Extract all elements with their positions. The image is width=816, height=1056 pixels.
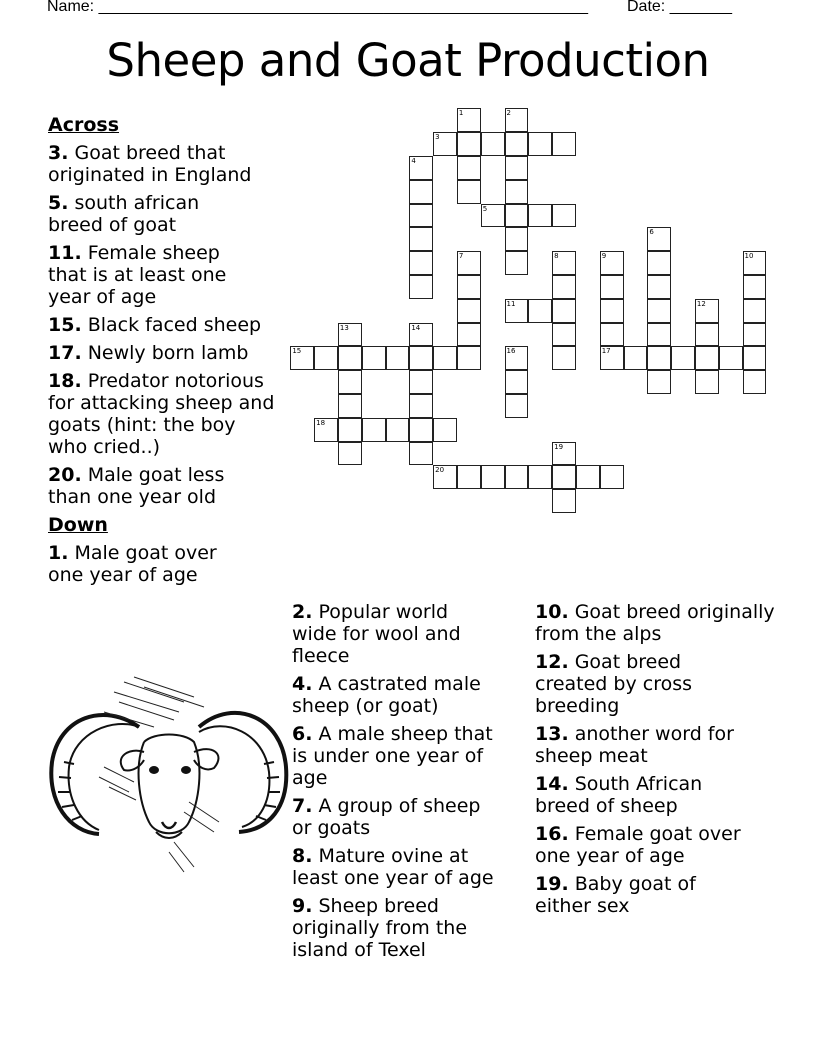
cell-number: 13 <box>339 323 349 332</box>
crossword-cell[interactable] <box>409 323 433 347</box>
crossword-cell[interactable] <box>409 156 433 180</box>
crossword-cell[interactable] <box>647 251 671 275</box>
crossword-cell[interactable] <box>362 418 386 442</box>
ram-head-icon <box>44 672 294 877</box>
crossword-cell[interactable] <box>552 275 576 299</box>
crossword-cell[interactable] <box>457 299 481 323</box>
crossword-cell[interactable] <box>457 275 481 299</box>
clue-down-2: 2. Popular world wide for wool and fleece <box>292 601 461 667</box>
clue-across-17: 17. Newly born lamb <box>48 342 249 364</box>
crossword-cell[interactable] <box>743 370 767 394</box>
crossword-cell[interactable] <box>505 108 529 132</box>
crossword-cell[interactable] <box>552 346 576 370</box>
crossword-cell[interactable] <box>409 180 433 204</box>
crossword-cell[interactable] <box>695 370 719 394</box>
clue-down-12: 12. Goat breed created by cross breeding <box>535 651 693 717</box>
down-heading: Down <box>48 514 108 536</box>
crossword-cell[interactable] <box>552 251 576 275</box>
crossword-cell[interactable] <box>552 442 576 466</box>
crossword-cell[interactable] <box>457 251 481 275</box>
date-field-label: Date: _______ <box>627 0 732 15</box>
crossword-cell[interactable] <box>505 132 529 156</box>
crossword-cell[interactable] <box>600 465 624 489</box>
crossword-cell[interactable] <box>457 465 481 489</box>
cell-number: 14 <box>411 323 421 332</box>
cell-number: 9 <box>601 252 607 261</box>
crossword-cell[interactable] <box>433 132 457 156</box>
cell-number: 8 <box>554 252 559 261</box>
clue-down-4: 4. A castrated male sheep (or goat) <box>292 673 481 717</box>
crossword-cell[interactable] <box>552 204 576 228</box>
crossword-cell[interactable] <box>338 442 362 466</box>
crossword-cell[interactable] <box>338 346 362 370</box>
crossword-cell[interactable] <box>409 442 433 466</box>
down-clues-col1 <box>292 601 507 967</box>
crossword-cell[interactable] <box>338 394 362 418</box>
cell-number: 2 <box>506 109 511 118</box>
crossword-cell[interactable] <box>552 489 576 513</box>
crossword-cell[interactable] <box>338 323 362 347</box>
crossword-cell[interactable] <box>338 370 362 394</box>
crossword-cell[interactable] <box>552 465 576 489</box>
crossword-cell[interactable] <box>743 323 767 347</box>
crossword-cell[interactable] <box>409 275 433 299</box>
crossword-cell[interactable] <box>600 323 624 347</box>
crossword-cell[interactable] <box>647 370 671 394</box>
crossword-cell[interactable] <box>457 156 481 180</box>
clue-down-6: 6. A male sheep that is under one year of age <box>292 723 493 789</box>
clue-across-3: 3. Goat breed that originated in England <box>48 142 252 186</box>
down-clues-col2 <box>535 601 775 923</box>
crossword-cell[interactable] <box>505 251 529 275</box>
crossword-cell[interactable] <box>505 370 529 394</box>
crossword-cell[interactable] <box>505 394 529 418</box>
crossword-cell[interactable] <box>433 465 457 489</box>
crossword-cell[interactable] <box>433 346 457 370</box>
crossword-cell[interactable] <box>552 323 576 347</box>
crossword-cell[interactable] <box>457 108 481 132</box>
cell-number: 19 <box>554 442 564 451</box>
cell-number: 18 <box>316 418 326 427</box>
clue-down-7: 7. A group of sheep or goats <box>292 795 481 839</box>
crossword-cell[interactable] <box>671 346 695 370</box>
cell-number: 1 <box>458 109 464 118</box>
crossword-cell[interactable] <box>457 323 481 347</box>
crossword-cell[interactable] <box>600 251 624 275</box>
clue-across-11: 11. Female sheep that is at least one year of age <box>48 242 227 308</box>
crossword-cell[interactable] <box>386 346 410 370</box>
crossword-cell[interactable] <box>505 180 529 204</box>
name-field-label: Name: _______________________________________________________ <box>47 0 588 15</box>
crossword-cell[interactable] <box>409 251 433 275</box>
crossword-cell[interactable] <box>528 132 552 156</box>
crossword-cell[interactable] <box>600 346 624 370</box>
crossword-cell[interactable] <box>314 346 338 370</box>
cell-number: 16 <box>506 347 516 356</box>
crossword-cell[interactable] <box>457 346 481 370</box>
crossword-cell[interactable] <box>528 299 552 323</box>
crossword-cell[interactable] <box>481 204 505 228</box>
crossword-cell[interactable] <box>647 227 671 251</box>
crossword-cell[interactable] <box>457 180 481 204</box>
crossword-cell[interactable] <box>457 132 481 156</box>
crossword-cell[interactable] <box>409 227 433 251</box>
crossword-cell[interactable] <box>600 275 624 299</box>
crossword-cell[interactable] <box>552 132 576 156</box>
cell-number: 11 <box>506 299 516 308</box>
cell-number: 12 <box>696 299 706 308</box>
crossword-cell[interactable] <box>624 346 648 370</box>
cell-number: 6 <box>649 228 654 237</box>
crossword-cell[interactable] <box>695 323 719 347</box>
cell-number: 3 <box>435 133 440 142</box>
crossword-cell[interactable] <box>362 346 386 370</box>
crossword-cell[interactable] <box>743 251 767 275</box>
crossword-cell[interactable] <box>695 299 719 323</box>
across-heading: Across <box>48 114 120 136</box>
cell-number: 5 <box>482 204 488 213</box>
clue-across-15: 15. Black faced sheep <box>48 314 262 336</box>
crossword-cell[interactable] <box>647 323 671 347</box>
cell-number: 17 <box>601 347 611 356</box>
crossword-cell[interactable] <box>409 346 433 370</box>
crossword-cell[interactable] <box>647 299 671 323</box>
crossword-cell[interactable] <box>600 299 624 323</box>
crossword-cell[interactable] <box>647 346 671 370</box>
crossword-cell[interactable] <box>528 204 552 228</box>
crossword-cell[interactable] <box>505 227 529 251</box>
crossword-cell[interactable] <box>743 346 767 370</box>
cell-number: 20 <box>435 466 445 475</box>
crossword-cell[interactable] <box>481 132 505 156</box>
crossword-cell[interactable] <box>386 418 410 442</box>
crossword-cell[interactable] <box>505 156 529 180</box>
crossword-cell[interactable] <box>505 465 529 489</box>
crossword-cell[interactable] <box>505 204 529 228</box>
crossword-cell[interactable] <box>743 275 767 299</box>
crossword-cell[interactable] <box>505 299 529 323</box>
clue-down-10: 10. Goat breed originally from the alps <box>535 601 775 645</box>
clue-across-18: 18. Predator notorious for attacking sheep and goats (hint: the boy who cried..) <box>48 370 275 458</box>
clue-down-16: 16. Female goat over one year of age <box>535 823 741 867</box>
crossword-cell[interactable] <box>409 394 433 418</box>
cell-number: 10 <box>744 252 754 261</box>
crossword-cell[interactable] <box>552 299 576 323</box>
crossword-cell[interactable] <box>409 204 433 228</box>
page-title: Sheep and Goat Production <box>106 34 710 87</box>
clue-down-9: 9. Sheep breed originally from the island of Texel <box>292 895 468 961</box>
clue-across-20: 20. Male goat less than one year old <box>48 464 225 508</box>
crossword-cell[interactable] <box>505 346 529 370</box>
crossword-cell[interactable] <box>409 370 433 394</box>
clue-down-14: 14. South African breed of sheep <box>535 773 703 817</box>
crossword-cell[interactable] <box>528 465 552 489</box>
crossword-cell[interactable] <box>481 465 505 489</box>
crossword-cell[interactable] <box>695 346 719 370</box>
cell-number: 15 <box>292 347 302 356</box>
crossword-cell[interactable] <box>314 418 338 442</box>
clue-down-8: 8. Mature ovine at least one year of age <box>292 845 494 889</box>
clue-down-1: 1. Male goat over one year of age <box>48 542 217 586</box>
cell-number: 7 <box>458 252 464 261</box>
crossword-cell[interactable] <box>338 418 362 442</box>
clue-down-13: 13. another word for sheep meat <box>535 723 734 767</box>
cell-number: 4 <box>411 156 416 165</box>
crossword-cell[interactable] <box>647 275 671 299</box>
crossword-cell[interactable] <box>719 346 743 370</box>
crossword-cell[interactable] <box>290 346 314 370</box>
clue-down-19: 19. Baby goat of either sex <box>535 873 696 917</box>
crossword-cell[interactable] <box>576 465 600 489</box>
crossword-cell[interactable] <box>433 418 457 442</box>
across-clues <box>48 114 280 592</box>
crossword-cell[interactable] <box>743 299 767 323</box>
crossword-cell[interactable] <box>409 418 433 442</box>
clue-across-5: 5. south african breed of goat <box>48 192 200 236</box>
